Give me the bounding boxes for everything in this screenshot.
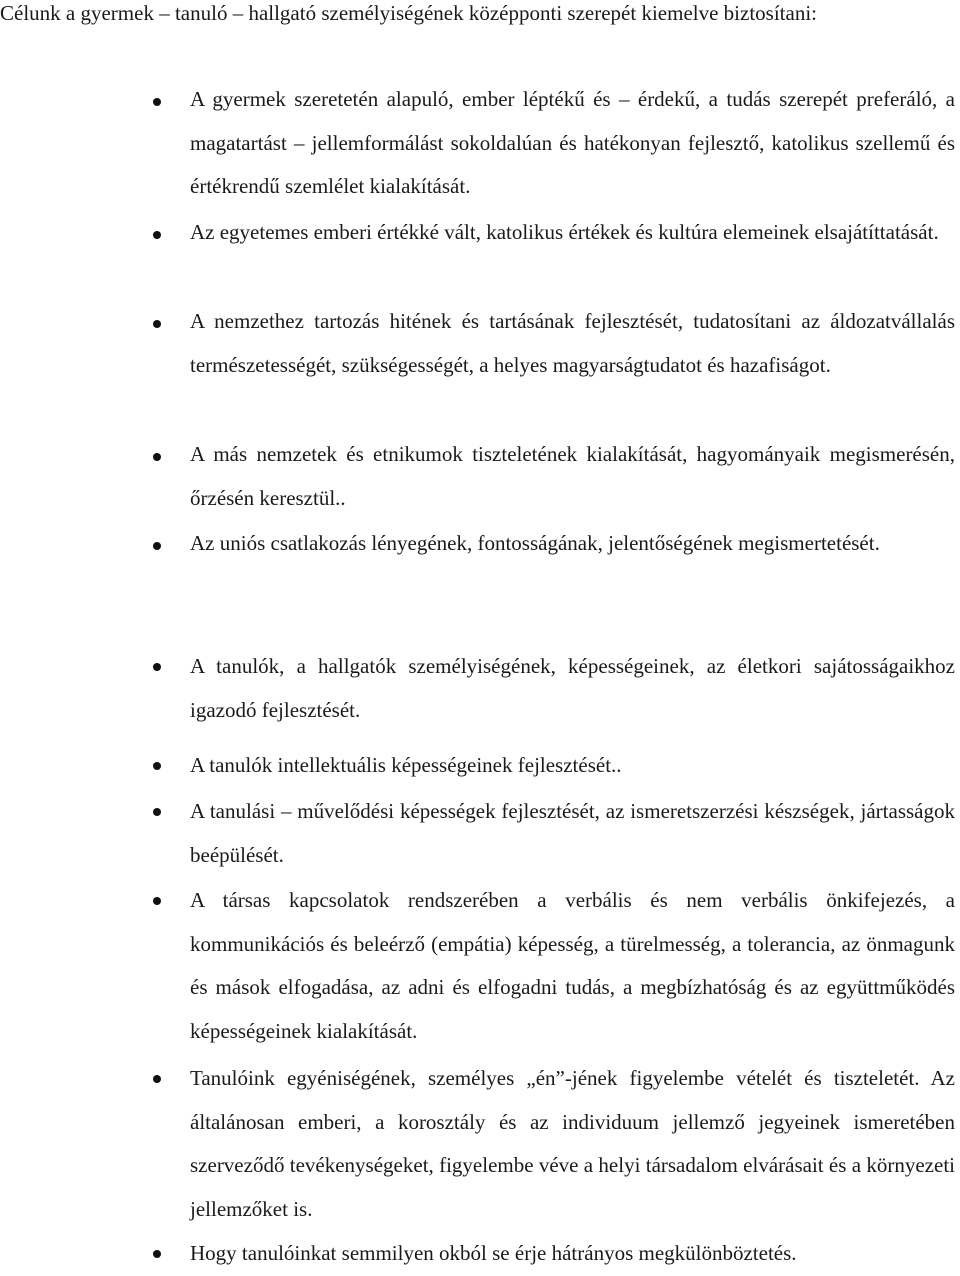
bullet-icon (153, 762, 161, 770)
list-item-text: Hogy tanulóinkat semmilyen okból se érje hátrányos megkülönböztetés. (190, 1241, 797, 1265)
list-item-text: Tanulóink egyéniségének, személyes „én”-jének figyelembe vételét és tiszteletét. Az általánosan emberi, a korosztály és az individuum jellemző jegyeinek ismeretében szerveződő tevékenységeket, figyelembe véve a helyi társadalom elvárásait és a környezeti jellemzőket is. (190, 1066, 955, 1221)
bullet-icon (153, 98, 161, 106)
list-item-text: Az uniós csatlakozás lényegének, fontosságának, jelentőségének megismertetését. (190, 531, 880, 555)
bullet-icon (153, 1250, 161, 1258)
bullet-icon (153, 453, 161, 461)
list-item-text: A tanulók intellektuális képességeinek fejlesztését.. (190, 753, 622, 777)
list-item-text: A tanulási – művelődési képességek fejlesztését, az ismeretszerzési készségek, jártasságok beépülését. (190, 799, 955, 867)
bullet-icon (153, 663, 161, 671)
list-item-text: Az egyetemes emberi értékké vált, katolikus értékek és kultúra elemeinek elsajátíttatását. (190, 220, 939, 244)
bullet-icon (153, 1075, 161, 1083)
bullet-icon (153, 320, 161, 328)
list-item-text: A társas kapcsolatok rendszerében a verbális és nem verbális önkifejezés, a kommunikációs és beleérző (empátia) képesség, a türelmesség, a tolerancia, az önmagunk és mások elfogadása, az adni és elfogadni tudás, a megbízhatóság és az együttműködés képességeinek kialakítását. (190, 888, 955, 1043)
bullet-icon (153, 808, 161, 816)
list-item-text: A nemzethez tartozás hitének és tartásának fejlesztését, tudatosítani az áldozatvállalás természetességét, szükségességét, a helyes magyarságtudatot és hazafiságot. (190, 309, 955, 377)
list-item-text: A gyermek szeretetén alapuló, ember léptékű és – érdekű, a tudás szerepét preferáló, a magatartást – jellemformálást sokoldalúan és hatékonyan fejlesztő, katolikus szellemű és értékrendű szemlélet kialakítását. (190, 87, 955, 198)
intro-paragraph: Célunk a gyermek – tanuló – hallgató személyiségének középponti szerepét kiemelve biztosítani: (0, 1, 817, 25)
list-item-text: A más nemzetek és etnikumok tiszteletének kialakítását, hagyományaik megismerésén, őrzésén keresztül.. (190, 442, 955, 510)
list-item-text: A tanulók, a hallgatók személyiségének, képességeinek, az életkori sajátosságaikhoz igazodó fejlesztését. (190, 654, 955, 722)
bullet-icon (153, 231, 161, 239)
bullet-icon (153, 897, 161, 905)
bullet-icon (153, 542, 161, 550)
